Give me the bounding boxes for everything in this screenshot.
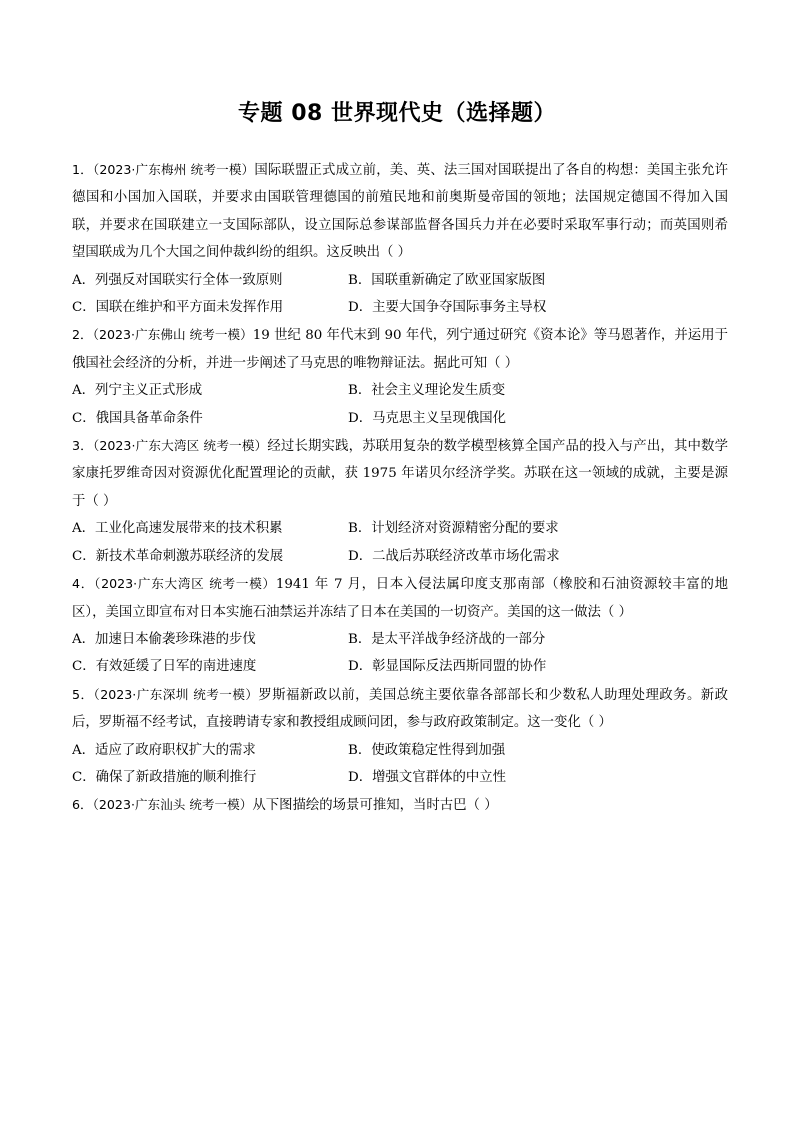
option-b[interactable]: B．社会主义理论发生质变	[348, 383, 506, 399]
question-1	[72, 156, 728, 321]
question-number: 4．	[72, 576, 95, 592]
option-d[interactable]: D．主要大国争夺国际事务主导权	[348, 300, 547, 316]
question-stem	[72, 570, 728, 626]
question-4	[72, 570, 728, 681]
option-list	[72, 626, 728, 681]
option-list	[72, 515, 728, 570]
option-d[interactable]: D．二战后苏联经济改革市场化需求	[348, 548, 560, 564]
option-c[interactable]: C．新技术革命刺激苏联经济的发展	[72, 548, 284, 564]
option-a[interactable]: A．工业化高速发展带来的技术积累	[72, 521, 283, 537]
question-6	[72, 791, 728, 819]
question-text: 从下图描绘的场景可推知，当时古巴（ ）	[252, 798, 498, 814]
option-d[interactable]: D．彰显国际反法西斯同盟的协作	[348, 659, 547, 675]
option-c[interactable]: C．有效延缓了日军的南进速度	[72, 659, 257, 675]
question-source: （2023·广东大湾区 统考一模）	[92, 438, 268, 454]
question-stem	[72, 681, 728, 737]
option-c[interactable]: C．确保了新政措施的顺利推行	[72, 769, 257, 785]
question-stem	[72, 156, 728, 267]
option-b[interactable]: B．使政策稳定性得到加强	[348, 742, 506, 758]
option-list	[72, 377, 728, 432]
option-a[interactable]: A．列强反对国联实行全体一致原则	[72, 272, 283, 288]
question-source: （2023·广东佛山 统考一模）	[92, 327, 253, 343]
option-d[interactable]: D．增强文官群体的中立性	[348, 769, 507, 785]
question-stem	[72, 791, 728, 819]
question-text: 1941 年 7 月，日本入侵法属印度支那南部（橡胶和石油资源较丰富的地区），美国立即宣布对日本实施石油禁运并冻结了日本在美国的一切资产。美国的这一做法（ ）	[72, 577, 729, 620]
option-c[interactable]: C．国联在维护和平方面未发挥作用	[72, 300, 284, 316]
question-2	[72, 321, 728, 432]
question-source: （2023·广东深圳 统考一模）	[93, 686, 259, 702]
question-number: 6．	[72, 797, 93, 813]
question-number: 1．	[72, 162, 93, 177]
option-a[interactable]: A．列宁主义正式形成	[72, 383, 203, 399]
question-list	[72, 156, 728, 820]
question-number: 5．	[72, 686, 94, 702]
option-c[interactable]: C．俄国具备革命条件	[72, 410, 203, 426]
question-text: 国际联盟正式成立前，美、英、法三国对国联提出了各自的构想：美国主张允许德国和小国加入国联，并要求由国联管理德国的前殖民地和前奥斯曼帝国的领地；法国规定德国不得加入国联，并要求在国联建立一支国际部队，设立国际总参谋部监督各国兵力并在必要时采取军事行动；而英国则希望国联成为几个大国之间仲裁纠纷的组织。这反映出（ ）	[72, 163, 728, 261]
option-a[interactable]: A．加速日本偷袭珍珠港的步伐	[72, 631, 256, 647]
question-stem	[72, 432, 728, 515]
question-5	[72, 681, 728, 792]
option-a[interactable]: A．适应了政府职权扩大的需求	[72, 742, 256, 758]
question-source: （2023·广东梅州 统考一模）	[92, 162, 255, 177]
option-d[interactable]: D．马克思主义呈现俄国化	[348, 410, 507, 426]
question-source: （2023·广东大湾区 统考一模）	[94, 576, 276, 592]
option-b[interactable]: B．计划经济对资源精密分配的要求	[348, 521, 559, 537]
question-text: 经过长期实践，苏联用复杂的数学模型核算全国产品的投入与产出，其中数学家康托罗维奇因对资源优化配置理论的贡献，获 1975 年诺贝尔经济学奖。苏联在这一领域的成就，主要是源于（ ）	[72, 439, 728, 509]
question-number: 3．	[72, 438, 93, 454]
question-source: （2023·广东汕头 统考一模）	[92, 797, 253, 813]
option-list	[72, 737, 728, 792]
question-stem	[72, 321, 728, 377]
question-text: 罗斯福新政以前，美国总统主要依靠各部部长和少数私人助理处理政务。新政后，罗斯福不经考试，直接聘请专家和教授组成顾问团，参与政府政策制定。这一变化（ ）	[72, 687, 728, 731]
question-3	[72, 432, 728, 570]
option-b[interactable]: B．国联重新确定了欧亚国家版图	[348, 272, 546, 288]
page-title: 专题 08 世界现代史（选择题）	[238, 101, 556, 126]
question-text: 19 世纪 80 年代末到 90 年代，列宁通过研究《资本论》等马恩著作，并运用于俄国社会经济的分析，并进一步阐述了马克思的唯物辩证法。据此可知（ ）	[72, 328, 728, 371]
question-number: 2．	[72, 327, 93, 343]
option-list	[72, 267, 728, 322]
option-b[interactable]: B．是太平洋战争经济战的一部分	[348, 631, 546, 647]
